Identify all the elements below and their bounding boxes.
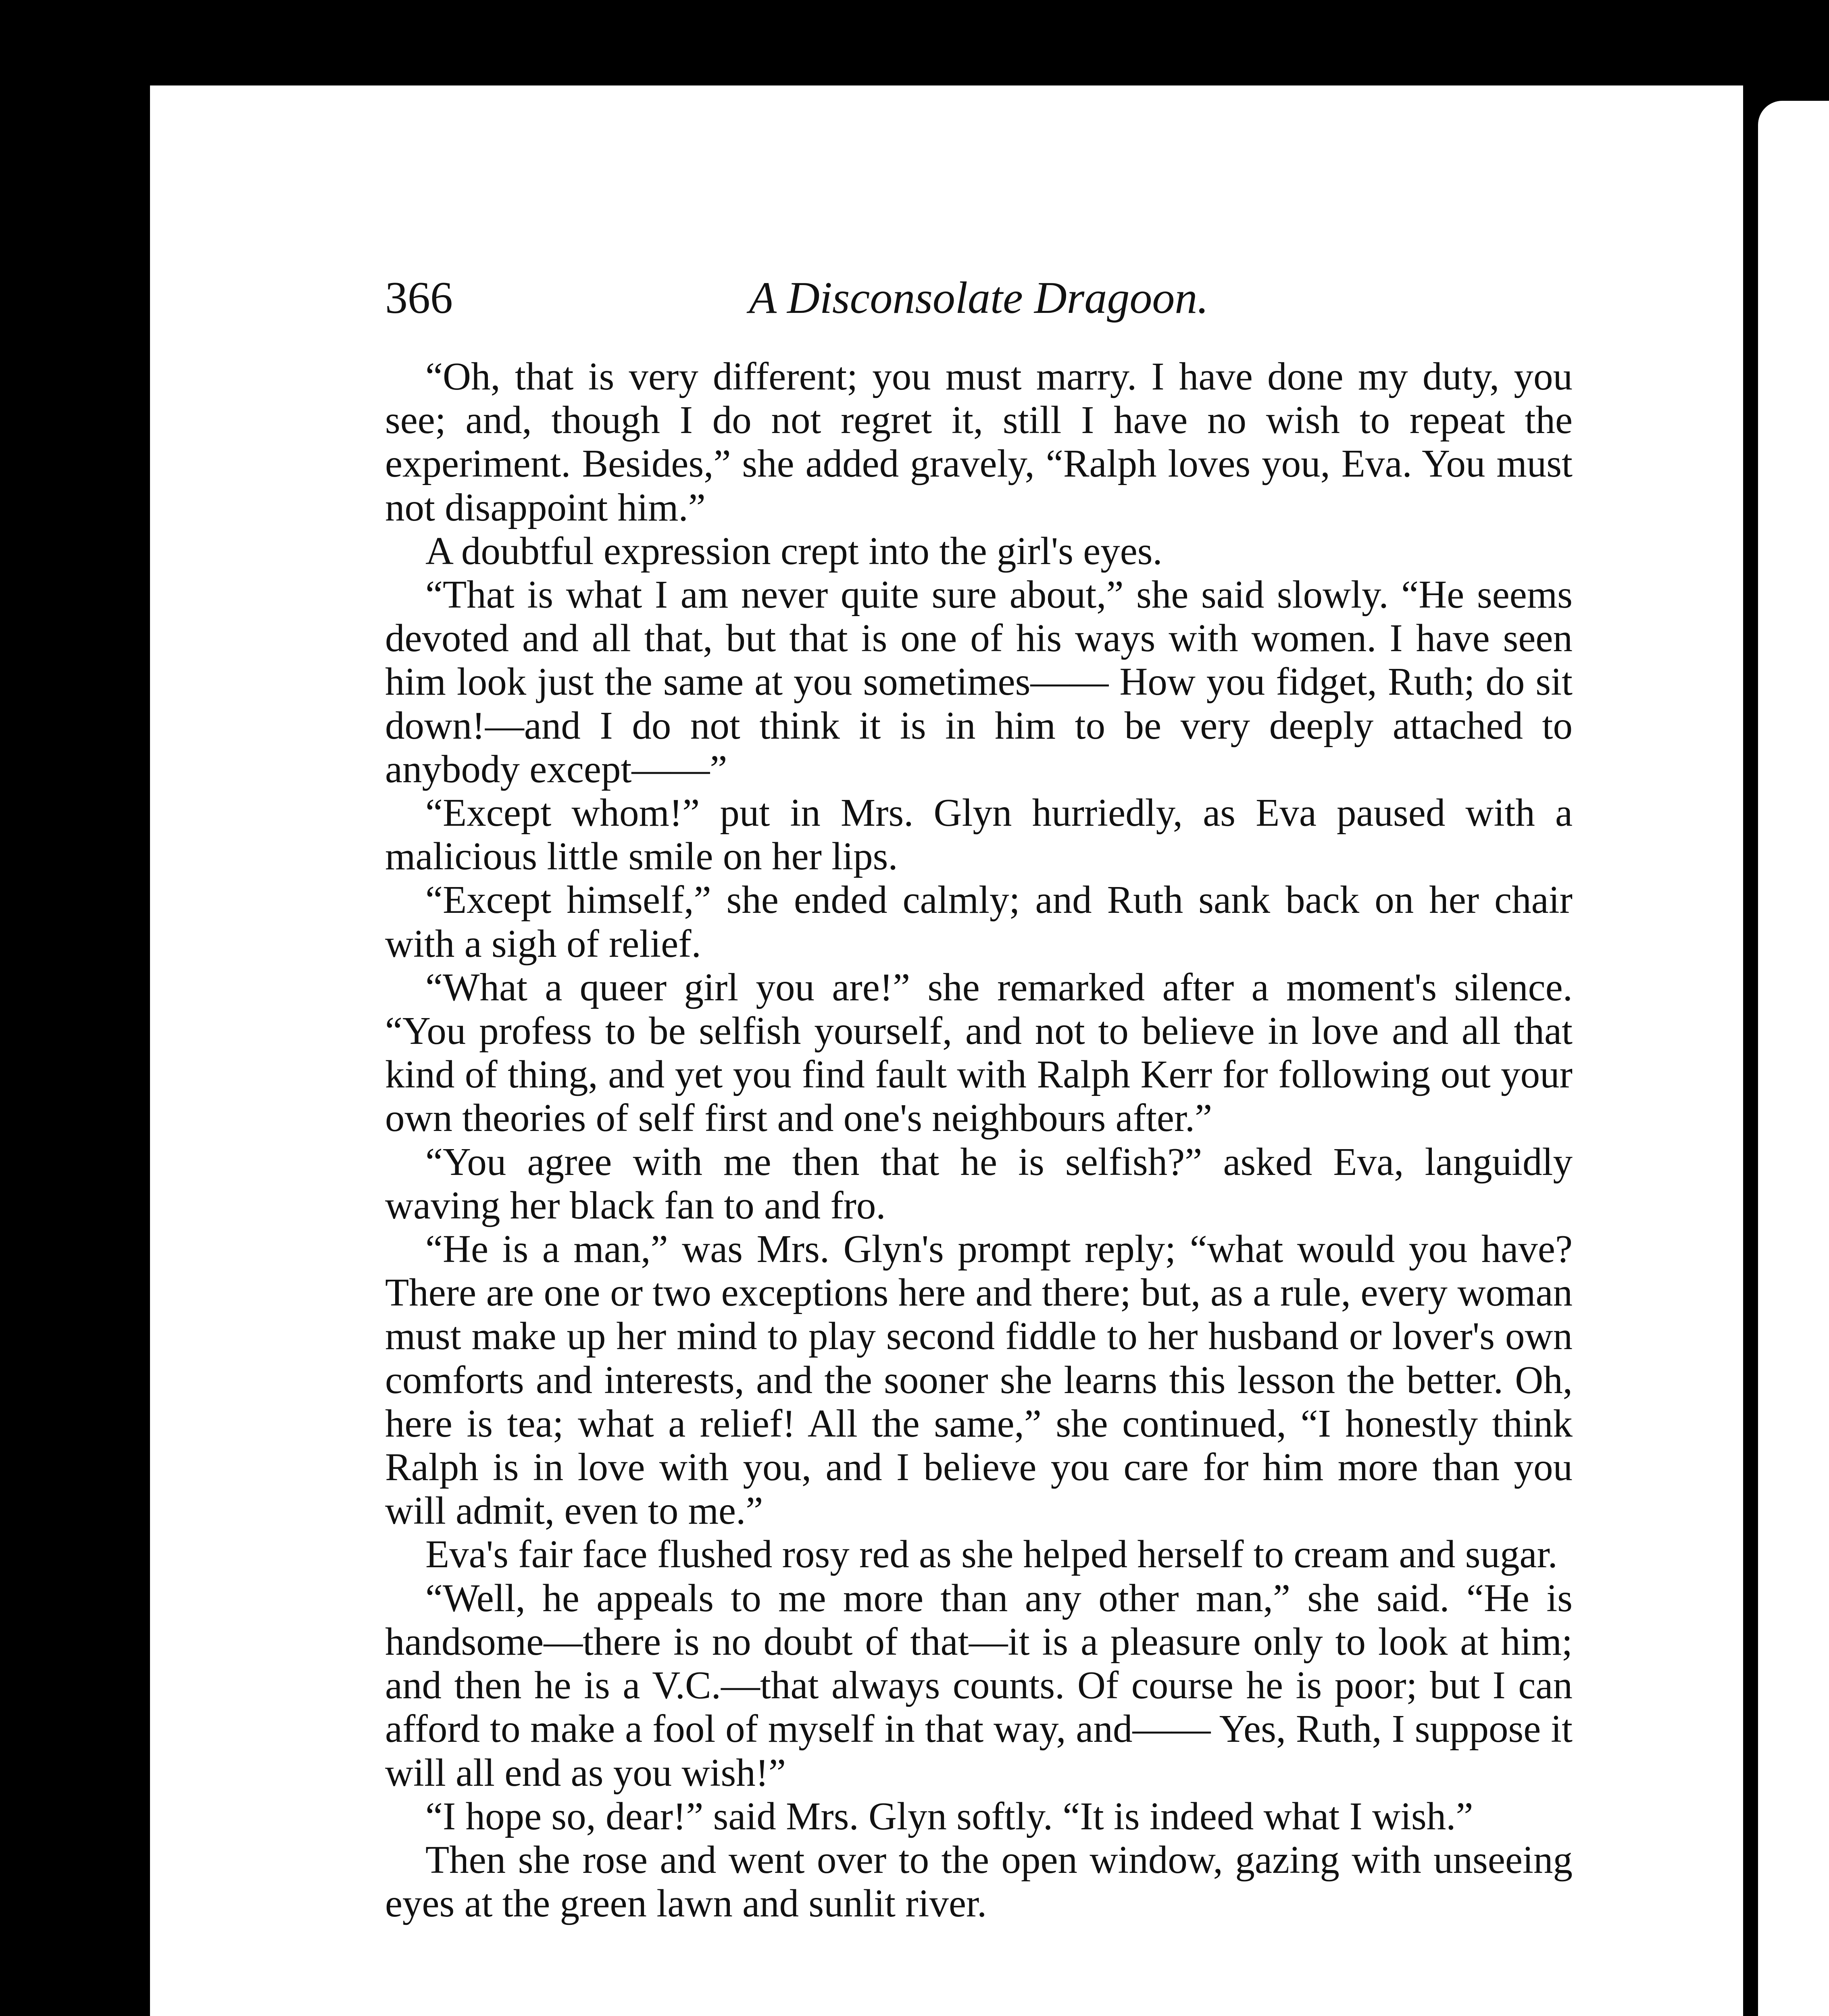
running-title: A Disconsolate Dragoon.: [749, 273, 1209, 323]
paragraph: “He is a man,” was Mrs. Glyn's prompt reply; “what would you have? There are one or two exceptions here and there; but, as a rule, every woman must make up her mind to play second fiddle to her husband or lover's own comforts and interests, and the sooner she learns this lesson the better. Oh, here is tea; what a relief! All the same,” she continued, “I honestly think Ralph is in love with you, and I believe you care for him more than you will admit, even to me.”: [385, 1227, 1573, 1533]
paragraph: “I hope so, dear!” said Mrs. Glyn softly. “It is indeed what I wish.”: [425, 1794, 1473, 1838]
paragraph: “Except himself,” she ended calmly; and Ruth sank back on her chair with a sigh of relief.: [385, 878, 1573, 965]
paragraph: “You agree with me then that he is selfish?” asked Eva, languidly waving her black fan to and fro.: [385, 1140, 1573, 1227]
paragraph: Then she rose and went over to the open window, gazing with unseeing eyes at the green lawn and sunlit river.: [385, 1838, 1573, 1925]
paragraph: “That is what I am never quite sure about,” she said slowly. “He seems devoted and all that, but that is one of his ways with women. I have seen him look just the same at you sometimes—— How you fidget, Ruth; do sit down!—and I do not think it is in him to be very deeply attached to anybody except——”: [385, 573, 1573, 791]
page-number: 366: [385, 273, 453, 323]
paragraph: “What a queer girl you are!” she remarked after a moment's silence. “You profess to be selfish yourself, and not to believe in love and all that kind of thing, and yet you find fault with Ralph Kerr for following out your own theories of self first and one's neighbours after.”: [385, 965, 1573, 1140]
paragraph: “Oh, that is very different; you must marry. I have done my duty, you see; and, though I do not regret it, still I have no wish to repeat the experiment. Besides,” she added gravely, “Ralph loves you, Eva. You must not disappoint him.”: [385, 355, 1573, 529]
page-header: [385, 272, 1573, 353]
paragraph: A doubtful expression crept into the girl's eyes.: [425, 529, 1162, 573]
paragraph: “Except whom!” put in Mrs. Glyn hurriedly, as Eva paused with a malicious little smile on her lips.: [385, 791, 1573, 878]
body-text: [385, 355, 1573, 1925]
paragraph: “Well, he appeals to me more than any other man,” she said. “He is handsome—there is no doubt of that—it is a pleasure only to look at him; and then he is a V.C.—that always counts. Of course he is poor; but I can afford to make a fool of myself in that way, and—— Yes, Ruth, I suppose it will all end as you wish!”: [385, 1576, 1573, 1794]
paragraph: Eva's fair face flushed rosy red as she helped herself to cream and sugar.: [425, 1533, 1558, 1576]
adjacent-page-edge: [1758, 101, 1829, 2016]
